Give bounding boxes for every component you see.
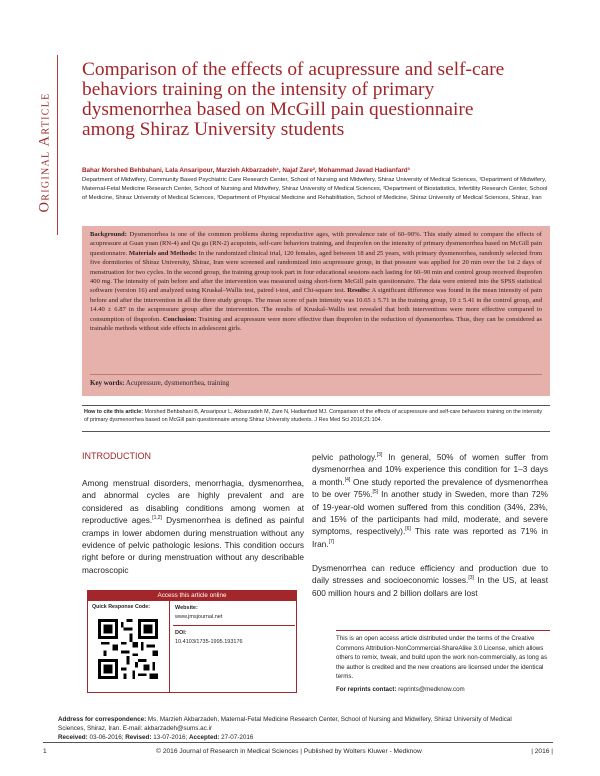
abstract-box [82,226,550,396]
introduction-paragraph-right-1: pelvic pathology.[3] In general, 50% of women suffer from dysmenorrhea and 10% experience this condition for 1–3 days a month.[4] One study reported the prevalence of dysmenorrhea to be over 75%.[5] In another study in Sweden, more than 72% of 19-year-old women suffered from this condition (34%, 23%, and 15% of the participants had mild, moderate, and severe symptoms, respectively).[6] This rate was reported as 71% in Iran.[7] [312,452,549,549]
website-link[interactable]: www.jmsjournal.net [175,614,223,620]
reprints-email[interactable]: reprints@medknow.com [396,685,465,693]
keywords-divider [90,374,542,375]
footer-year: | 2016 | [531,748,553,755]
page-footer [43,748,553,755]
access-online-box [87,590,297,693]
doi-link[interactable]: 10.4103/1735-1995.193176 [175,639,243,645]
abstract-text: Background: Dysmenorrhea is one of the common problems during reproductive ages, with prevalence rate of 60–90%. This study aimed to compare the effects of acupressure at Guan yuan (RN-4) and Qu gu (RN-2) acupoints, self-care behaviors training, and ibuprofen on the intensity of primary dysmenorrhea based on McGill pain questionnaire. Materials and Methods: In the randomized clinical trial, 120 females, aged between 18 and 25 years, with primary dysmenorrhea, randomly selected from five dormitories of Shiraz University, Shiraz, Iran were screened and randomized into acupressure group, in that pressure was applied for 20 min over the 1st 2 days of menstruation for two cycles. In the second group, the training group took part in four educational sessions each lasting for 60–90 min and control group received ibuprofen 400 mg. The intensity of pain before and after the intervention was measured using short-form McGill pain questionnaire. The data were entered into the SPSS statistical software (version 16) and analyzed using Kruskal–Wallis test, paired t-test, and Chi-square test. Results: A significant difference was found in the mean intensity of pain before and after the intervention in all the three study groups. The mean score of pain intensity was 10.65 ± 5.71 in the training group, 19 ± 5.41 in the control group, and 14.40 ± 6.87 in the acupressure group after the intervention. The results of Kruskal–Wallis test revealed that both interventions were more effective compared to consumption of ibuprofen. Conclusion: Training and acupressure were more effective than ibuprofen in the reduction of dysmenorrhea. Thus, they can be considered as trainable methods without side effects in adolescent girls. [90,231,543,333]
introduction-paragraph-left: Among menstrual disorders, menorrhagia, dysmenorrhea, and abnormal cycles are highly prevalent and are considered as disabling conditions among women at reproductive ages.[1,2] Dysmenorrhea is defined as painful cramps in lower abdomen during menstruation without any evidence of pelvic pathologic lesions. This condition occurs right before or during menstruation without any describable macroscopic [82,478,304,575]
website-row: Website: www.jmsjournal.net [173,601,295,626]
correspondence-block: Address for correspondence: Ms. Marzieh Akbarzadeh, Maternal-Fetal Medicine Research Center, School of Nursing and Midwifery, Shiraz University of Medical Sciences, Shiraz, Iran. E-mail: akbarzadeh@sums.ac.ir Received: 03-06-2016; Revised: 13-07-2016; Accepted: 27-07-2016 [58,716,512,742]
article-title: Comparison of the effects of acupressure and self-care behaviors training on the intensity of primary dysmenorrhea based on McGill pain questionnaire among Shiraz University students [82,59,505,140]
license-text: This is an open access article distributed under the terms of the Creative Commons Attribution-NonCommercial-ShareAlike 3.0 License, which allows others to remix, tweak, and build upon the work non-commercially, as long as the author is credited and the new creations are licensed under the identical terms. [336,635,548,681]
footer-divider [43,742,553,743]
qr-label: Quick Response Code: [92,604,150,610]
affiliations: Department of Midwifery, Community Based Psychiatric Care Research Center, School of Nursing and Midwifery, Shiraz University of Medical Sciences, ¹Department of Midwifery, Maternal-Fetal Medicine Research Center, School of Nursing and Midwifery, Shiraz University of Medical Sciences, ²Department of Biostatistics, Infertility Research Center, School of Medicine, Shiraz University of Medical Sciences, ³Department of Physical Medicine and Rehabilitation, School of Medicine, Shiraz University of Medical Sciences, Shiraz, Iran [82,177,548,202]
doi-row: DOI: 10.4103/1735-1995.193176 [175,630,243,645]
article-type-label: Original Article [36,91,53,213]
qr-code-icon[interactable] [98,619,158,679]
author-list: Bahar Morshed Behbahani, Lala Ansaripour, Marzieh Akbarzadeh¹, Najaf Zare², Mohammad Javad Hadianfard³ [82,167,410,174]
introduction-heading: INTRODUCTION [82,451,151,461]
license-notice [336,630,550,695]
citation-box: How to cite this article: Morshed Behbahani B, Ansaripour L, Akbarzadeh M, Zare N, Hadianfard MJ. Comparison of the effects of acupressure and self-care behaviors training on the intensity of primary dysmenorrhea based on McGill pain questionnaire among Shiraz University students. J Res Med Sci 2016;21:104. [82,405,550,432]
page-number: 1 [43,748,47,755]
access-online-heading: Access this article online [88,591,296,601]
footer-copyright: © 2016 Journal of Research in Medical Sciences | Published by Wolters Kluwer - Medknow [156,748,422,755]
keywords: Key words: Acupressure, dysmenorrhea, training [90,379,230,387]
access-info-column [173,601,295,650]
side-divider [57,55,58,235]
qr-column [88,601,170,692]
introduction-paragraph-right-2: Dysmenorrhea can reduce efficiency and production due to daily stresses and socioeconomic losses.[3] In the US, at least 600 million hours and 2 billion dollars are lost [312,563,548,598]
reprints-contact: For reprints contact: reprints@medknow.com [336,685,465,693]
